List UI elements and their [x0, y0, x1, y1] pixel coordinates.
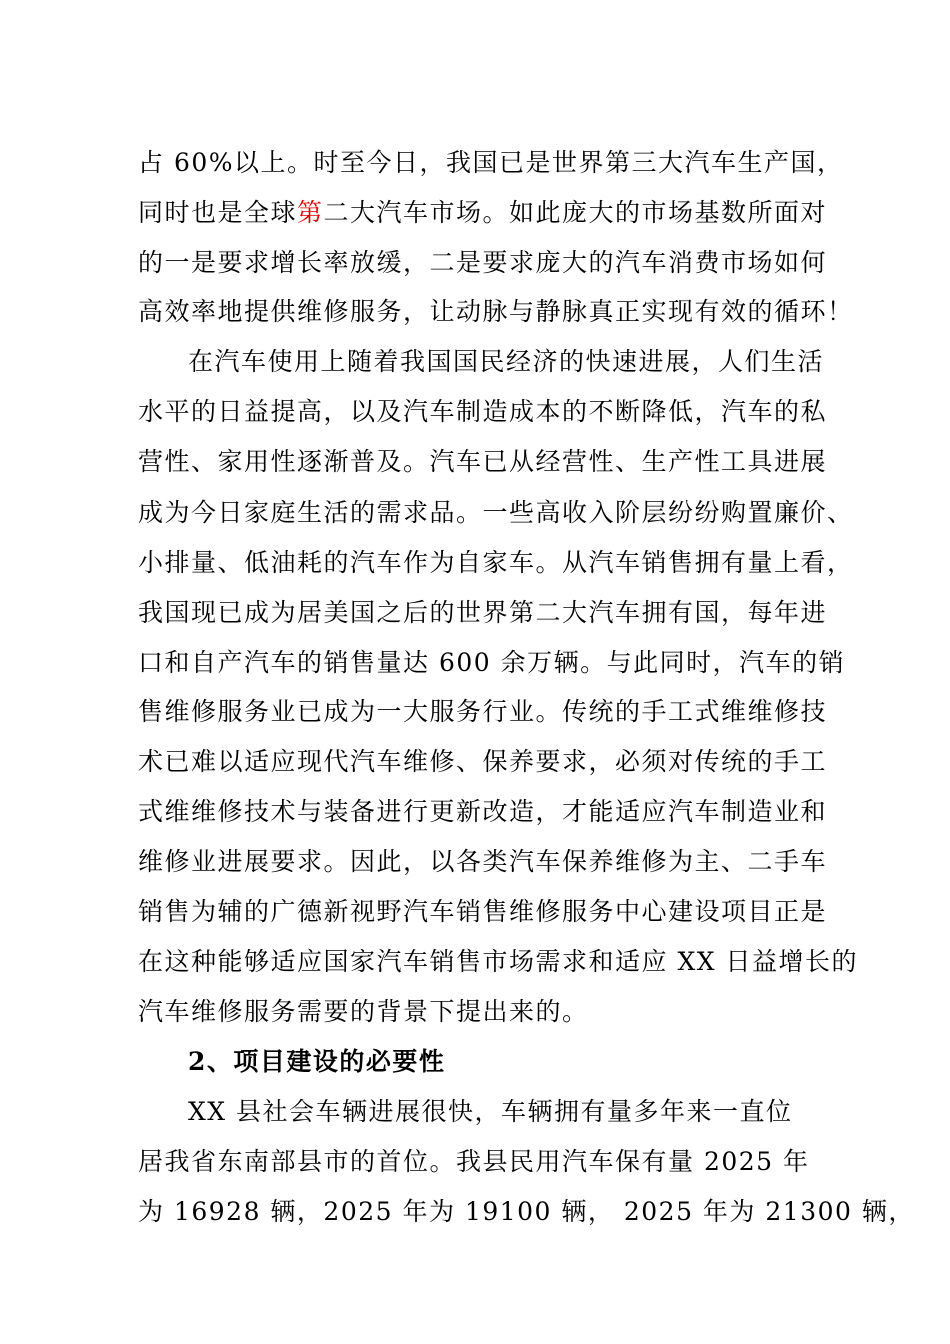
paragraph-line: 高效率地提供维修服务，让动脉与静脉真正实现有效的循环！	[138, 297, 854, 326]
section-heading: 2、项目建设的必要性	[188, 1047, 446, 1076]
highlighted-char: 第	[297, 198, 324, 227]
paragraph-line: 水平的日益提高，以及汽车制造成本的不断降低，汽车的私	[138, 397, 828, 426]
paragraph-line: 在汽车使用上随着我国国民经济的快速进展，人们生活	[188, 347, 825, 376]
paragraph-line: 营性、家用性逐渐普及。汽车已从经营性、生产性工具进展	[138, 447, 828, 476]
paragraph-line: 式维维修技术与装备进行更新改造，才能适应汽车制造业和	[138, 797, 828, 826]
paragraph-line: 为 16928 辆，2025 年为 19100 辆， 2025 年为 21300 辆，	[138, 1197, 915, 1226]
paragraph-line: 汽车维修服务需要的背景下提出来的。	[138, 997, 589, 1026]
paragraph-line: 占 60%以上。时至今日，我国已是世界第三大汽车生产国，	[138, 148, 844, 177]
paragraph-line	[138, 196, 827, 230]
text-span: 二大汽车市场。如此庞大的市场基数所面对	[323, 198, 828, 227]
paragraph-line: 术已难以适应现代汽车维修、保养要求，必须对传统的手工	[138, 747, 828, 776]
paragraph-line: 成为今日家庭生活的需求品。一些高收入阶层纷纷购置廉价、	[138, 498, 854, 527]
paragraph-line: 小排量、低油耗的汽车作为自家车。从汽车销售拥有量上看，	[138, 548, 854, 577]
paragraph-line: 口和自产汽车的销售量达 600 余万辆。与此同时，汽车的销	[138, 648, 846, 677]
paragraph-line: 在这种能够适应国家汽车销售市场需求和适应 XX 日益增长的	[138, 947, 858, 976]
paragraph-line: 售维修服务业已成为一大服务行业。传统的手工式维维修技	[138, 697, 828, 726]
paragraph-line: XX 县社会车辆进展很快，车辆拥有量多年来一直位	[188, 1097, 793, 1126]
text-span: 同时也是全球	[138, 198, 298, 227]
paragraph-line: 居我省东南部县市的首位。我县民用汽车保有量 2025 年	[138, 1147, 810, 1176]
paragraph-line: 我国现已成为居美国之后的世界第二大汽车拥有国，每年进	[138, 598, 828, 627]
paragraph-line: 销售为辅的广德新视野汽车销售维修服务中心建设项目正是	[138, 897, 828, 926]
paragraph-line: 维修业进展要求。因此，以各类汽车保养维修为主、二手车	[138, 847, 828, 876]
paragraph-line: 的一是要求增长率放缓，二是要求庞大的汽车消费市场如何	[138, 248, 828, 277]
